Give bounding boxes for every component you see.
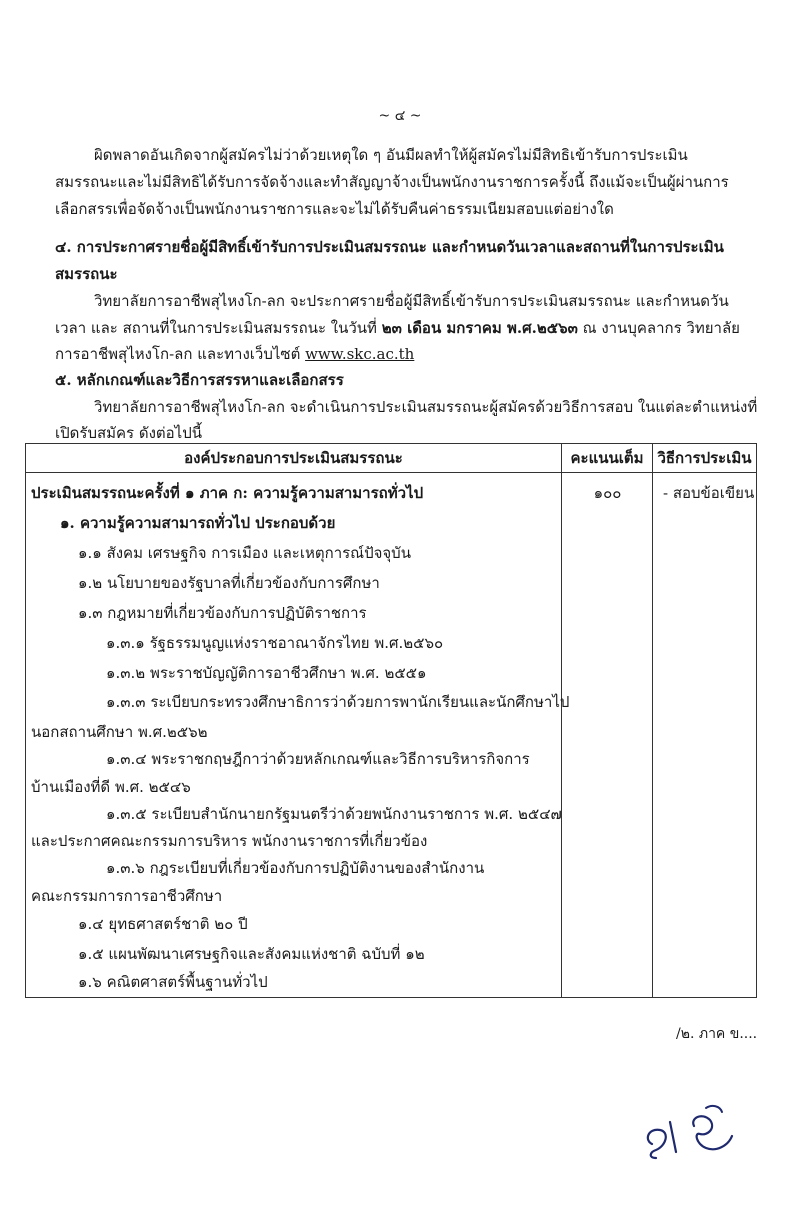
header-components: องค์ประกอบการประเมินสมรรถนะ [26, 444, 562, 473]
page-number: ~ ๔ ~ [378, 108, 422, 124]
list-item: คณะกรรมการการอาชีวศึกษา [31, 887, 223, 905]
section-4-body-text: เวลา และ สถานที่ในการประเมินสมรรถนะ ในวันที่ [55, 319, 382, 337]
list-item: ๑.๕ แผนพัฒนาเศรษฐกิจและสังคมแห่งชาติ ฉบับที่ ๑๒ [78, 945, 425, 963]
list-item: ๑.๓.๕ ระเบียบสำนักนายกรัฐมนตรีว่าด้วยพนักงานราชการ พ.ศ. ๒๕๔๗ [106, 805, 562, 823]
score-cell [562, 473, 653, 998]
section-4-heading-cont: สมรรถนะ [55, 265, 118, 283]
header-method: วิธีการประเมิน [653, 444, 757, 473]
intro-line-3: เลือกสรรเพื่อจัดจ้างเป็นพนักงานราชการและจะไม่ได้รับคืนค่าธรรมเนียมสอบแต่อย่างใด [55, 200, 614, 218]
intro-line-2: สมรรถนะและไม่มีสิทธิได้รับการจัดจ้างและทำสัญญาจ้างเป็นพนักงานราชการครั้งนี้ ถึงแม้จะเป็นผู้ผ่านการ [55, 173, 729, 191]
list-item: และประกาศคณะกรรมการบริหาร พนักงานราชการที่เกี่ยวข้อง [31, 832, 428, 850]
competency-table [25, 443, 757, 998]
assessment-title: ประเมินสมรรถนะครั้งที่ ๑ ภาค ก: ความรู้ความสามารถทั่วไป [31, 484, 424, 502]
components-cell [26, 473, 570, 998]
intro-line-1: ผิดพลาดอันเกิดจากผู้สมัครไม่ว่าด้วยเหตุใด ๆ อันมีผลทำให้ผู้สมัครไม่มีสิทธิเข้ารับการประเมิน [94, 146, 688, 164]
assessment-method: - สอบข้อเขียน [663, 484, 755, 502]
handwritten-signature [636, 1100, 746, 1160]
section-4-body-text-2: ณ งานบุคลากร วิทยาลัย [577, 319, 740, 337]
announcement-date: ๒๓ เดือน มกราคม พ.ศ.๒๕๖๓ [381, 319, 578, 337]
section-4-body-text-3: การอาชีพสุไหงโก-ลก และทางเว็บไซต์ [55, 345, 306, 363]
section-5-heading: ๕. หลักเกณฑ์และวิธีการสรรหาและเลือกสรร [55, 371, 344, 389]
section-5-body-line-1: วิทยาลัยการอาชีพสุไหงโก-ลก จะดำเนินการประเมินสมรรถนะผู้สมัครด้วยวิธีการสอบ ในแต่ละตำแหน่งที่ [94, 398, 758, 416]
section-4-body-line-2 [55, 318, 740, 338]
list-item: ๑.๓.๑ รัฐธรรมนูญแห่งราชอาณาจักรไทย พ.ศ.๒๕๖๐ [106, 634, 444, 652]
header-full-score: คะแนนเต็ม [562, 444, 653, 473]
continuation-footnote: /๒. ภาค ข.... [676, 1026, 758, 1042]
section-4-body-line-3 [55, 344, 414, 364]
list-item: ๑.๓.๓ ระเบียบกระทรวงศึกษาธิการว่าด้วยการพานักเรียนและนักศึกษาไป [106, 693, 570, 711]
list-item: ๑.๒ นโยบายของรัฐบาลที่เกี่ยวข้องกับการศึกษา [78, 574, 380, 592]
full-score: ๑๐๐ [593, 484, 622, 502]
section-4-body-line-1: วิทยาลัยการอาชีพสุไหงโก-ลก จะประกาศรายชื่อผู้มีสิทธิ์เข้ารับการประเมินสมรรถนะ และกำหนดวัน [94, 292, 729, 310]
list-item: ๑.๓ กฎหมายที่เกี่ยวข้องกับการปฏิบัติราชการ [78, 604, 367, 622]
list-item: ๑.๑ สังคม เศรษฐกิจ การเมือง และเหตุการณ์ปัจจุบัน [78, 544, 411, 562]
section-4-heading: ๔. การประกาศรายชื่อผู้มีสิทธิ์เข้ารับการประเมินสมรรถนะ และกำหนดวันเวลาและสถานที่ในการประเมิน [55, 238, 724, 256]
list-item: นอกสถานศึกษา พ.ศ.๒๕๖๒ [31, 723, 208, 741]
list-item: ๑.๓.๖ กฎระเบียบที่เกี่ยวข้องกับการปฏิบัติงานของสำนักงาน [106, 859, 485, 877]
method-cell [653, 473, 757, 998]
list-item: ๑.๓.๔ พระราชกฤษฎีกาว่าด้วยหลักเกณฑ์และวิธีการบริหารกิจการ [106, 750, 530, 768]
table-header-row [26, 444, 757, 473]
section-5-body-line-2: เปิดรับสมัคร ดังต่อไปนี้ [55, 424, 203, 442]
website-link[interactable]: www.skc.ac.th [305, 345, 415, 363]
list-item: ๑.๔ ยุทธศาสตร์ชาติ ๒๐ ปี [78, 915, 248, 933]
table-row [26, 473, 757, 998]
list-item: ๑. ความรู้ความสามารถทั่วไป ประกอบด้วย [60, 514, 336, 532]
list-item: ๑.๓.๒ พระราชบัญญัติการอาชีวศึกษา พ.ศ. ๒๕๕๑ [106, 664, 427, 682]
list-item: บ้านเมืองที่ดี พ.ศ. ๒๕๔๖ [31, 778, 191, 796]
list-item: ๑.๖ คณิตศาสตร์พื้นฐานทั่วไป [78, 973, 268, 991]
